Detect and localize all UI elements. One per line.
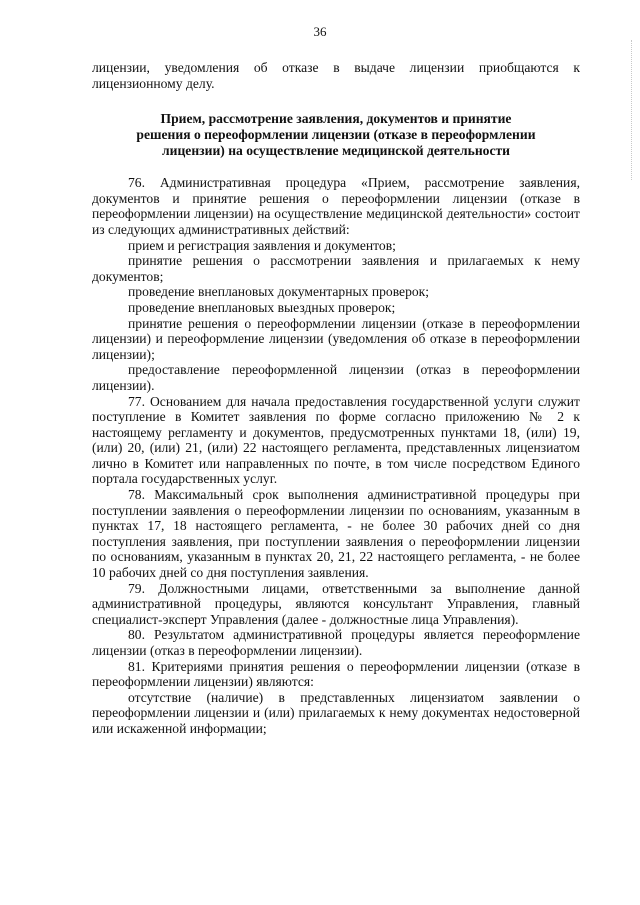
section-title-line: решения о переоформлении лицензии (отказе в переоформлении <box>136 127 536 143</box>
document-body <box>92 60 580 737</box>
list-item: проведение внеплановых документарных проверок; <box>128 284 430 300</box>
list-item: проведение внеплановых выездных проверок; <box>128 299 396 315</box>
section-title <box>92 111 580 159</box>
paragraph-continuation: лицензии, уведомления об отказе в выдаче лицензии приобщаются к лицензионному делу. <box>92 60 580 91</box>
paragraph-79: 79. Должностными лицами, ответственными за выполнение данной административной процедуры, являются консультант Управления, главный специалист-эксперт Управления (далее - должностные лица Управления). <box>92 580 580 627</box>
page-edge-mark <box>630 40 632 180</box>
list-item: прием и регистрация заявления и документов; <box>128 237 396 253</box>
section-title-line: Прием, рассмотрение заявления, документов и принятие <box>160 111 512 127</box>
paragraph-80: 80. Результатом административной процедуры является переоформление лицензии (отказ в переоформлении лицензии). <box>92 627 580 658</box>
list-item: принятие решения о рассмотрении заявления и прилагаемых к нему документов; <box>92 253 580 284</box>
page-number: 36 <box>313 24 327 39</box>
list-item: предоставление переоформленной лицензии (отказ в переоформлении лицензии). <box>92 362 580 393</box>
list-item: принятие решения о переоформлении лицензии (отказе в переоформлении лицензии) и переоформление лицензии (уведомления об отказе в переоформлении лицензии); <box>92 315 580 362</box>
list-item: отсутствие (наличие) в представленных лицензиатом заявлении о переоформлении лицензии и (или) прилагаемых к нему документах недостоверной или искаженной информации; <box>92 689 580 736</box>
paragraph-77: 77. Основанием для начала предоставления государственной услуги служит поступление в Комитет заявления по форме согласно приложению № 2 к настоящему регламенту и документов, предусмотренных пунктами 18, (или) 19, (или) 20, (или) 21, (или) 22 настоящего регламента, представленных лицензиатом лично в Комитет или направленных по почте, в том числе посредством Единого портала государственных услуг. <box>92 393 580 487</box>
section-title-line: лицензии) на осуществление медицинской деятельности <box>162 143 510 159</box>
paragraph-76: 76. Административная процедура «Прием, рассмотрение заявления, документов и принятие решения о переоформлении лицензии (отказе в переоформлении лицензии) на осуществление медицинской деятельности» состоит из следующих административных действий: <box>92 175 580 237</box>
paragraph-78: 78. Максимальный срок выполнения административной процедуры при поступлении заявления о переоформлении лицензии по основаниям, указанным в пунктах 17, 18 настоящего регламента, - не более 30 рабочих дней со дня поступления заявления, при поступлении заявления о переоформлении лицензии по основаниям, указанным в пунктах 20, 21, 22 настоящего регламента, - не более 10 рабочих дней со дня поступления заявления. <box>92 487 580 581</box>
paragraph-81: 81. Критериями принятия решения о переоформлении лицензии (отказе в переоформлении лицензии) являются: <box>92 658 580 690</box>
